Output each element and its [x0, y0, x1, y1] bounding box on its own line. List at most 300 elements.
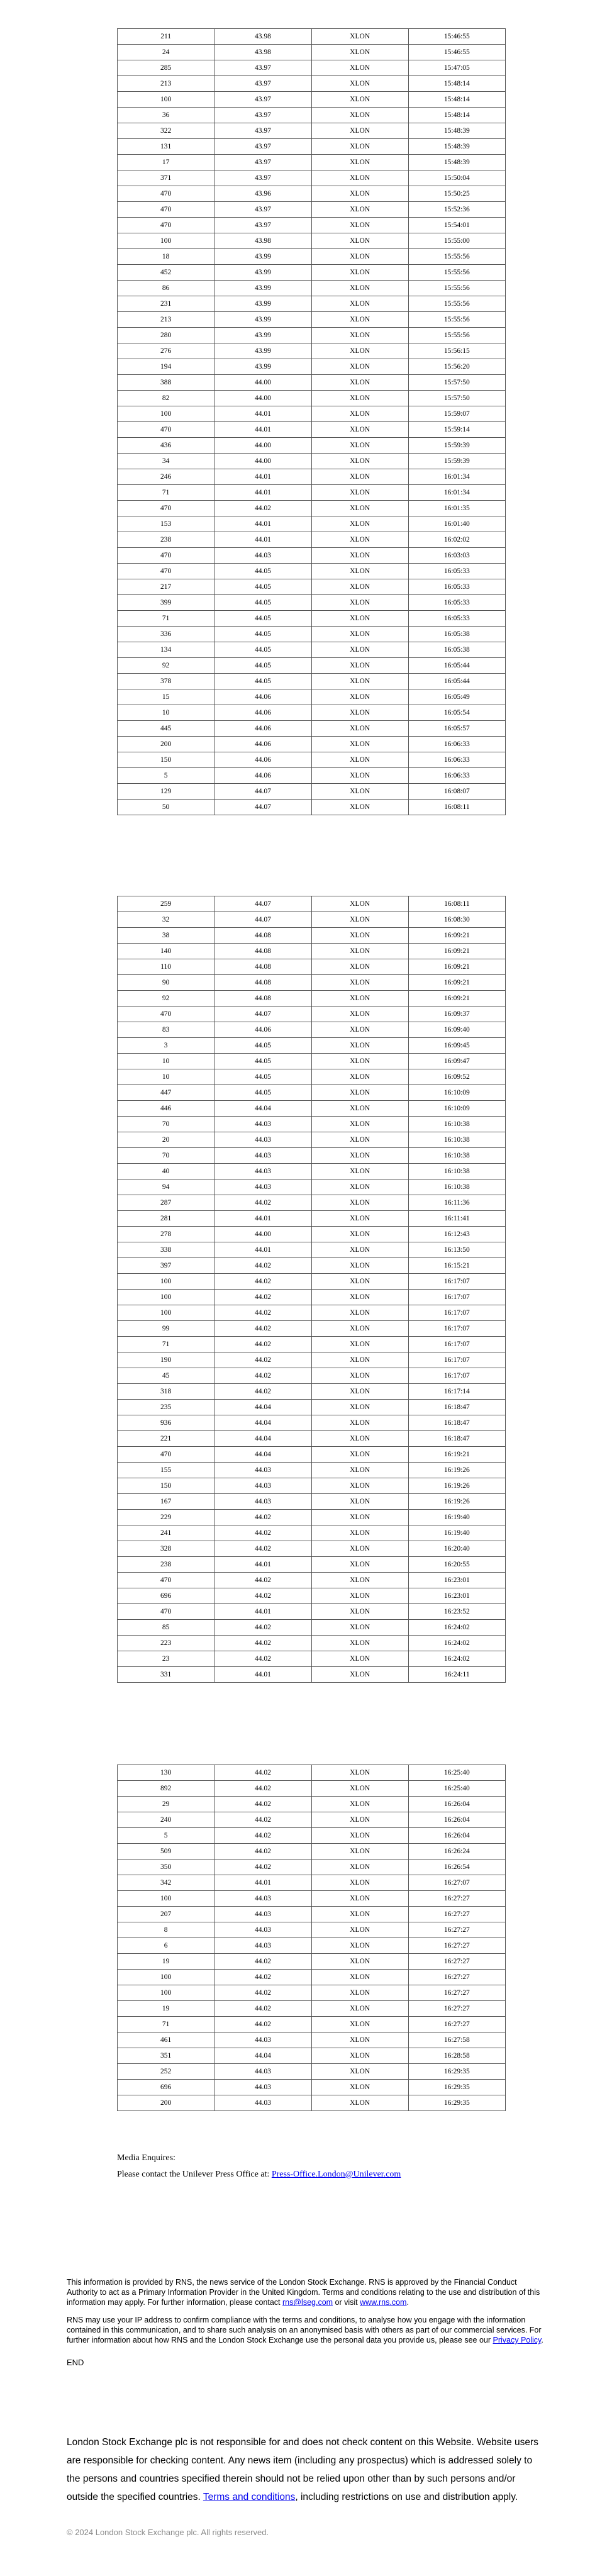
table-row [118, 1368, 506, 1384]
table-row [118, 1970, 506, 1985]
time-cell: 15:50:04 [408, 170, 505, 186]
venue-cell: XLON [311, 548, 408, 564]
venue-cell: XLON [311, 1352, 408, 1368]
volume-cell: 10 [118, 705, 214, 721]
table-row [118, 1781, 506, 1797]
table-row [118, 391, 506, 406]
venue-cell: XLON [311, 1321, 408, 1337]
time-cell: 16:05:57 [408, 721, 505, 737]
table-row [118, 800, 506, 815]
price-cell: 44.02 [214, 1860, 311, 1875]
price-cell: 44.03 [214, 1463, 311, 1478]
volume-cell: 71 [118, 485, 214, 501]
volume-cell: 70 [118, 1117, 214, 1132]
table-row [118, 485, 506, 501]
venue-cell: XLON [311, 944, 408, 959]
venue-cell: XLON [311, 1907, 408, 1922]
rns-privacy-end: . [541, 2336, 543, 2345]
time-cell: 16:26:24 [408, 1844, 505, 1860]
venue-cell: XLON [311, 595, 408, 611]
venue-cell: XLON [311, 1179, 408, 1195]
table-row [118, 1211, 506, 1227]
time-cell: 16:10:09 [408, 1101, 505, 1117]
price-cell: 44.05 [214, 595, 311, 611]
table-row [118, 674, 506, 689]
price-cell: 44.06 [214, 1022, 311, 1038]
volume-cell: 350 [118, 1860, 214, 1875]
venue-cell: XLON [311, 312, 408, 328]
volume-cell: 936 [118, 1415, 214, 1431]
table-row [118, 944, 506, 959]
volume-cell: 194 [118, 359, 214, 375]
time-cell: 15:48:14 [408, 92, 505, 108]
price-cell: 44.05 [214, 1054, 311, 1069]
time-cell: 16:19:40 [408, 1510, 505, 1525]
table-row [118, 233, 506, 249]
venue-cell: XLON [311, 721, 408, 737]
time-cell: 16:26:04 [408, 1797, 505, 1812]
volume-cell: 3 [118, 1038, 214, 1054]
time-cell: 15:48:14 [408, 108, 505, 123]
price-cell: 44.07 [214, 912, 311, 928]
time-cell: 15:48:39 [408, 155, 505, 170]
venue-cell: XLON [311, 1290, 408, 1305]
table-row [118, 108, 506, 123]
table-row [118, 2048, 506, 2064]
time-cell: 16:27:27 [408, 1938, 505, 1954]
venue-cell: XLON [311, 29, 408, 45]
price-cell: 44.01 [214, 1211, 311, 1227]
volume-cell: 470 [118, 1604, 214, 1620]
time-cell: 16:09:21 [408, 959, 505, 975]
volume-cell: 470 [118, 548, 214, 564]
volume-cell: 50 [118, 800, 214, 815]
table-row [118, 579, 506, 595]
time-cell: 16:06:33 [408, 768, 505, 784]
time-cell: 15:56:15 [408, 343, 505, 359]
venue-cell: XLON [311, 454, 408, 469]
time-cell: 16:12:43 [408, 1227, 505, 1242]
venue-cell: XLON [311, 1620, 408, 1636]
price-cell: 44.02 [214, 1195, 311, 1211]
table-row [118, 202, 506, 218]
venue-cell: XLON [311, 2080, 408, 2095]
volume-cell: 378 [118, 674, 214, 689]
venue-cell: XLON [311, 1022, 408, 1038]
table-row [118, 92, 506, 108]
volume-cell: 100 [118, 1274, 214, 1290]
volume-cell: 8 [118, 1922, 214, 1938]
price-cell: 43.97 [214, 108, 311, 123]
price-cell: 44.01 [214, 1667, 311, 1683]
volume-cell: 100 [118, 1891, 214, 1907]
table-row [118, 928, 506, 944]
table-row [118, 1085, 506, 1101]
price-cell: 44.02 [214, 1828, 311, 1844]
venue-cell: XLON [311, 265, 408, 281]
table-row [118, 296, 506, 312]
volume-cell: 150 [118, 752, 214, 768]
time-cell: 15:54:01 [408, 218, 505, 233]
volume-cell: 155 [118, 1463, 214, 1478]
time-cell: 16:11:41 [408, 1211, 505, 1227]
volume-cell: 280 [118, 328, 214, 343]
price-cell: 44.04 [214, 1431, 311, 1447]
price-cell: 43.97 [214, 76, 311, 92]
trades-table-1 [117, 28, 506, 815]
table-row [118, 1636, 506, 1651]
price-cell: 44.05 [214, 1085, 311, 1101]
price-cell: 43.99 [214, 281, 311, 296]
time-cell: 16:01:35 [408, 501, 505, 516]
volume-cell: 99 [118, 1321, 214, 1337]
rns-disclaimer-mid: or visit [333, 2298, 360, 2307]
venue-cell: XLON [311, 375, 408, 391]
volume-cell: 10 [118, 1069, 214, 1085]
time-cell: 15:55:56 [408, 281, 505, 296]
volume-cell: 5 [118, 768, 214, 784]
price-cell: 43.97 [214, 170, 311, 186]
price-cell: 44.00 [214, 1227, 311, 1242]
table-row [118, 1431, 506, 1447]
table-row [118, 1651, 506, 1667]
volume-cell: 29 [118, 1797, 214, 1812]
price-cell: 44.03 [214, 1179, 311, 1195]
volume-cell: 200 [118, 737, 214, 752]
price-cell: 44.00 [214, 454, 311, 469]
time-cell: 16:17:07 [408, 1337, 505, 1352]
volume-cell: 446 [118, 1101, 214, 1117]
price-cell: 44.05 [214, 579, 311, 595]
price-cell: 44.08 [214, 975, 311, 991]
venue-cell: XLON [311, 1667, 408, 1683]
price-cell: 44.02 [214, 2001, 311, 2017]
price-cell: 44.02 [214, 1781, 311, 1797]
time-cell: 16:17:07 [408, 1290, 505, 1305]
venue-cell: XLON [311, 1985, 408, 2001]
time-cell: 16:17:07 [408, 1274, 505, 1290]
venue-cell: XLON [311, 1541, 408, 1557]
table-row [118, 1844, 506, 1860]
venue-cell: XLON [311, 1101, 408, 1117]
volume-cell: 231 [118, 296, 214, 312]
price-cell: 44.03 [214, 1117, 311, 1132]
price-cell: 43.98 [214, 29, 311, 45]
table-row [118, 991, 506, 1006]
venue-cell: XLON [311, 959, 408, 975]
venue-cell: XLON [311, 76, 408, 92]
table-row [118, 1985, 506, 2001]
time-cell: 16:17:07 [408, 1305, 505, 1321]
volume-cell: 696 [118, 2080, 214, 2095]
table-row [118, 1541, 506, 1557]
time-cell: 16:05:38 [408, 642, 505, 658]
price-cell: 44.03 [214, 1938, 311, 1954]
table-row [118, 768, 506, 784]
time-cell: 16:24:02 [408, 1651, 505, 1667]
privacy-policy-link[interactable]: Privacy Policy [493, 2336, 542, 2345]
time-cell: 16:10:38 [408, 1132, 505, 1148]
volume-cell: 19 [118, 1954, 214, 1970]
time-cell: 15:55:56 [408, 249, 505, 265]
price-cell: 44.02 [214, 501, 311, 516]
table-row [118, 375, 506, 391]
price-cell: 44.03 [214, 548, 311, 564]
venue-cell: XLON [311, 1510, 408, 1525]
table-row [118, 1667, 506, 1683]
volume-cell: 238 [118, 532, 214, 548]
price-cell: 44.01 [214, 1242, 311, 1258]
time-cell: 16:06:33 [408, 737, 505, 752]
time-cell: 16:26:04 [408, 1812, 505, 1828]
venue-cell: XLON [311, 2032, 408, 2048]
table-row [118, 658, 506, 674]
time-cell: 16:09:47 [408, 1054, 505, 1069]
time-cell: 16:17:14 [408, 1384, 505, 1400]
venue-cell: XLON [311, 1651, 408, 1667]
volume-cell: 397 [118, 1258, 214, 1274]
venue-cell: XLON [311, 343, 408, 359]
time-cell: 15:48:39 [408, 123, 505, 139]
table-row [118, 1148, 506, 1164]
time-cell: 15:47:05 [408, 60, 505, 76]
table-row [118, 406, 506, 422]
venue-cell: XLON [311, 1038, 408, 1054]
volume-cell: 32 [118, 912, 214, 928]
price-cell: 44.06 [214, 768, 311, 784]
price-cell: 44.02 [214, 1797, 311, 1812]
time-cell: 15:48:14 [408, 76, 505, 92]
venue-cell: XLON [311, 1117, 408, 1132]
end-marker: END [67, 2358, 84, 2367]
price-cell: 44.02 [214, 1321, 311, 1337]
table-row [118, 2017, 506, 2032]
venue-cell: XLON [311, 45, 408, 60]
price-cell: 44.04 [214, 1400, 311, 1415]
time-cell: 16:17:07 [408, 1321, 505, 1337]
venue-cell: XLON [311, 170, 408, 186]
venue-cell: XLON [311, 2001, 408, 2017]
venue-cell: XLON [311, 501, 408, 516]
table-row [118, 186, 506, 202]
volume-cell: 287 [118, 1195, 214, 1211]
volume-cell: 470 [118, 564, 214, 579]
price-cell: 44.04 [214, 2048, 311, 2064]
price-cell: 43.97 [214, 155, 311, 170]
price-cell: 43.99 [214, 343, 311, 359]
price-cell: 44.01 [214, 1875, 311, 1891]
time-cell: 16:11:36 [408, 1195, 505, 1211]
time-cell: 16:17:07 [408, 1368, 505, 1384]
price-cell: 43.99 [214, 328, 311, 343]
time-cell: 16:27:27 [408, 2001, 505, 2017]
table-row [118, 1875, 506, 1891]
volume-cell: 167 [118, 1494, 214, 1510]
price-cell: 44.06 [214, 689, 311, 705]
copyright: © 2024 London Stock Exchange plc. All rights reserved. [67, 2528, 269, 2537]
venue-cell: XLON [311, 1400, 408, 1415]
time-cell: 15:55:56 [408, 328, 505, 343]
price-cell: 44.03 [214, 1164, 311, 1179]
table-row [118, 564, 506, 579]
table-row [118, 912, 506, 928]
venue-cell: XLON [311, 438, 408, 454]
venue-cell: XLON [311, 218, 408, 233]
venue-cell: XLON [311, 1415, 408, 1431]
volume-cell: 15 [118, 689, 214, 705]
volume-cell: 240 [118, 1812, 214, 1828]
time-cell: 16:23:01 [408, 1573, 505, 1588]
volume-cell: 100 [118, 1970, 214, 1985]
venue-cell: XLON [311, 1305, 408, 1321]
table-row [118, 29, 506, 45]
price-cell: 44.00 [214, 375, 311, 391]
volume-cell: 399 [118, 595, 214, 611]
time-cell: 16:18:47 [408, 1415, 505, 1431]
venue-cell: XLON [311, 737, 408, 752]
rns-disclaimer [67, 2277, 545, 2307]
rns-email-link[interactable]: rns@lseg.com [282, 2298, 333, 2307]
time-cell: 16:05:54 [408, 705, 505, 721]
volume-cell: 509 [118, 1844, 214, 1860]
volume-cell: 235 [118, 1400, 214, 1415]
venue-cell: XLON [311, 1860, 408, 1875]
price-cell: 44.03 [214, 2080, 311, 2095]
time-cell: 16:26:04 [408, 1828, 505, 1844]
price-cell: 43.96 [214, 186, 311, 202]
volume-cell: 71 [118, 1337, 214, 1352]
venue-cell: XLON [311, 1828, 408, 1844]
table-row [118, 1038, 506, 1054]
time-cell: 16:10:38 [408, 1148, 505, 1164]
table-row [118, 1938, 506, 1954]
table-row [118, 752, 506, 768]
time-cell: 16:08:11 [408, 800, 505, 815]
time-cell: 15:59:39 [408, 454, 505, 469]
table-row [118, 1447, 506, 1463]
volume-cell: 445 [118, 721, 214, 737]
venue-cell: XLON [311, 391, 408, 406]
venue-cell: XLON [311, 155, 408, 170]
price-cell: 44.01 [214, 1557, 311, 1573]
venue-cell: XLON [311, 1557, 408, 1573]
venue-cell: XLON [311, 658, 408, 674]
table-row [118, 501, 506, 516]
volume-cell: 134 [118, 642, 214, 658]
venue-cell: XLON [311, 485, 408, 501]
time-cell: 15:55:56 [408, 265, 505, 281]
time-cell: 16:05:33 [408, 564, 505, 579]
venue-cell: XLON [311, 1148, 408, 1164]
media-contact-text: Please contact the Unilever Press Office at: [117, 2170, 272, 2179]
price-cell: 44.07 [214, 784, 311, 800]
venue-cell: XLON [311, 1431, 408, 1447]
price-cell: 43.99 [214, 312, 311, 328]
venue-cell: XLON [311, 1765, 408, 1781]
venue-cell: XLON [311, 768, 408, 784]
price-cell: 44.02 [214, 1337, 311, 1352]
venue-cell: XLON [311, 1891, 408, 1907]
time-cell: 15:57:50 [408, 375, 505, 391]
price-cell: 44.02 [214, 1651, 311, 1667]
table-row [118, 705, 506, 721]
trades-table-body [118, 1765, 506, 2111]
price-cell: 44.08 [214, 928, 311, 944]
volume-cell: 217 [118, 579, 214, 595]
time-cell: 16:05:33 [408, 611, 505, 627]
time-cell: 16:09:37 [408, 1006, 505, 1022]
price-cell: 44.04 [214, 1101, 311, 1117]
trades-table-2 [117, 896, 506, 1683]
table-row [118, 959, 506, 975]
volume-cell: 190 [118, 1352, 214, 1368]
price-cell: 44.02 [214, 1620, 311, 1636]
venue-cell: XLON [311, 1954, 408, 1970]
volume-cell: 213 [118, 76, 214, 92]
table-row [118, 1179, 506, 1195]
table-row [118, 76, 506, 92]
table-row [118, 1195, 506, 1211]
venue-cell: XLON [311, 611, 408, 627]
price-cell: 43.99 [214, 359, 311, 375]
venue-cell: XLON [311, 642, 408, 658]
press-office-email-link[interactable]: Press-Office.London@Unilever.com [271, 2170, 401, 2179]
venue-cell: XLON [311, 1227, 408, 1242]
price-cell: 44.02 [214, 1970, 311, 1985]
price-cell: 44.06 [214, 752, 311, 768]
trades-table-body [118, 896, 506, 1683]
price-cell: 44.02 [214, 1844, 311, 1860]
volume-cell: 5 [118, 1828, 214, 1844]
price-cell: 44.03 [214, 1891, 311, 1907]
terms-and-conditions-link[interactable]: Terms and conditions [203, 2492, 296, 2502]
volume-cell: 85 [118, 1620, 214, 1636]
table-row [118, 45, 506, 60]
volume-cell: 19 [118, 2001, 214, 2017]
volume-cell: 140 [118, 944, 214, 959]
volume-cell: 470 [118, 218, 214, 233]
table-row [118, 1828, 506, 1844]
time-cell: 16:10:38 [408, 1117, 505, 1132]
table-row [118, 1337, 506, 1352]
venue-cell: XLON [311, 1054, 408, 1069]
venue-cell: XLON [311, 705, 408, 721]
table-row [118, 1812, 506, 1828]
price-cell: 44.07 [214, 896, 311, 912]
table-row [118, 1117, 506, 1132]
rns-website-link[interactable]: www.rns.com [360, 2298, 407, 2307]
table-row [118, 611, 506, 627]
volume-cell: 70 [118, 1148, 214, 1164]
price-cell: 43.99 [214, 249, 311, 265]
price-cell: 44.02 [214, 1274, 311, 1290]
table-row [118, 469, 506, 485]
venue-cell: XLON [311, 2095, 408, 2111]
volume-cell: 892 [118, 1781, 214, 1797]
table-row [118, 1588, 506, 1604]
table-row [118, 1054, 506, 1069]
time-cell: 15:48:39 [408, 139, 505, 155]
time-cell: 16:01:40 [408, 516, 505, 532]
venue-cell: XLON [311, 1085, 408, 1101]
table-row [118, 1860, 506, 1875]
time-cell: 16:29:35 [408, 2080, 505, 2095]
volume-cell: 285 [118, 60, 214, 76]
price-cell: 44.04 [214, 1415, 311, 1431]
lse-disclaimer-text: London Stock Exchange plc is not responsible for and does not check content on this Website. Website users are responsible for checking content. Any news item (including any prospectus) which is addressed solely to the persons and countries specified therein should not be relied upon other than by such persons and/or outside the specified countries. [67, 2437, 538, 2502]
table-row [118, 328, 506, 343]
venue-cell: XLON [311, 928, 408, 944]
